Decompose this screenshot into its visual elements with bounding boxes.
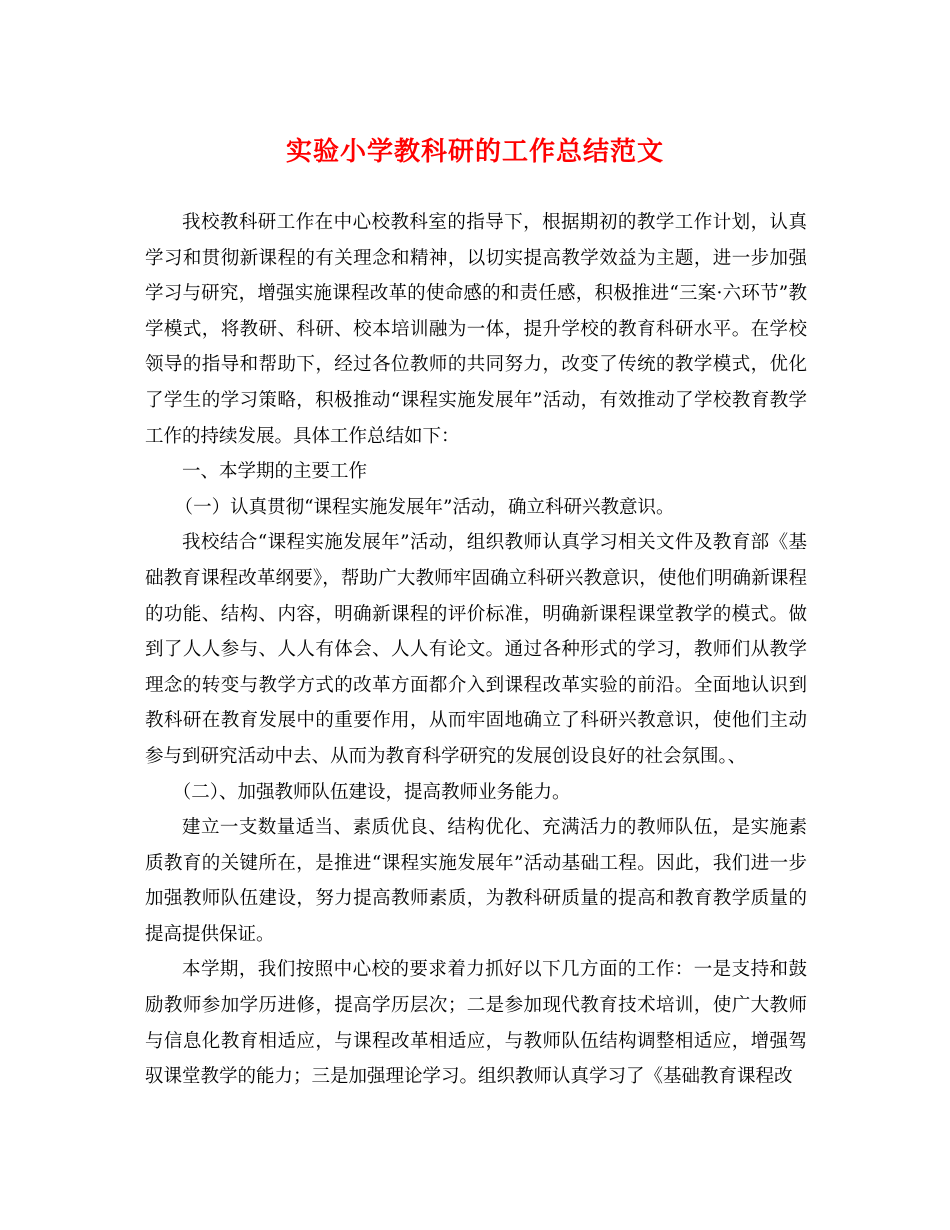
subsection-heading: （二）、加强教师队伍建设，提高教师业务能力。	[172, 781, 571, 803]
paragraph-intro: 我校教科研工作在中心校教科室的指导下，根据期初的教学工作计划，认真学习和贯彻新课程的有关理念和精神，以切实提高教学效益为主题，进一步加强学习与研究，增强实施课程改革的使命感的和责任感，积极推进“三案·六环节”教学模式，将教研、科研、校本培训融为一体，提升学校的教育科研水平。在学校领导的指导和帮助下，经过各位教师的共同努力，改变了传统的教学模式，优化了学生的学习策略，积极推动“课程实施发展年”活动，有效推动了学校教育教学工作的持续发展。具体工作总结如下：	[145, 212, 807, 447]
paragraph: 建立一支数量适当、素质优良、结构优化、充满活力的教师队伍，是实施素质教育的关键所在，是推进“课程实施发展年”活动基础工程。因此，我们进一步加强教师队伍建设，努力提高教师素质，为教科研质量的提高和教育教学质量的提高提供保证。	[145, 817, 807, 945]
paragraph: 我校结合“课程实施发展年”活动，组织教师认真学习相关文件及教育部《基础教育课程改革纲要》，帮助广大教师牢固确立科研兴教意识，使他们明确新课程的功能、结构、内容，明确新课程的评价标准，明确新课程课堂教学的模式。做到了人人参与、人人有体会、人人有论文。通过各种形式的学习，教师们从教学理念的转变与教学方式的改革方面都介入到课程改革实验的前沿。全面地认识到教科研在教育发展中的重要作用，从而牢固地确立了科研兴教意识，使他们主动参与到研究活动中去、从而为教育科学研究的发展创设良好的社会氛围。、	[145, 532, 807, 767]
section-heading: 一、本学期的主要工作	[182, 461, 368, 483]
document-title: 实验小学教科研的工作总结范文	[285, 137, 664, 167]
document-body	[145, 205, 807, 1095]
paragraph: 本学期，我们按照中心校的要求着力抓好以下几方面的工作：一是支持和鼓励教师参加学历进修，提高学历层次；二是参加现代教育技术培训，使广大教师与信息化教育相适应，与课程改革相适应，与教师队伍结构调整相适应，增强驾驭课堂教学的能力；三是加强理论学习。组织教师认真学习了《基础教育课程改	[145, 959, 807, 1088]
subsection-heading: （一）认真贯彻“课程实施发展年”活动，确立科研兴教意识。	[174, 496, 675, 518]
